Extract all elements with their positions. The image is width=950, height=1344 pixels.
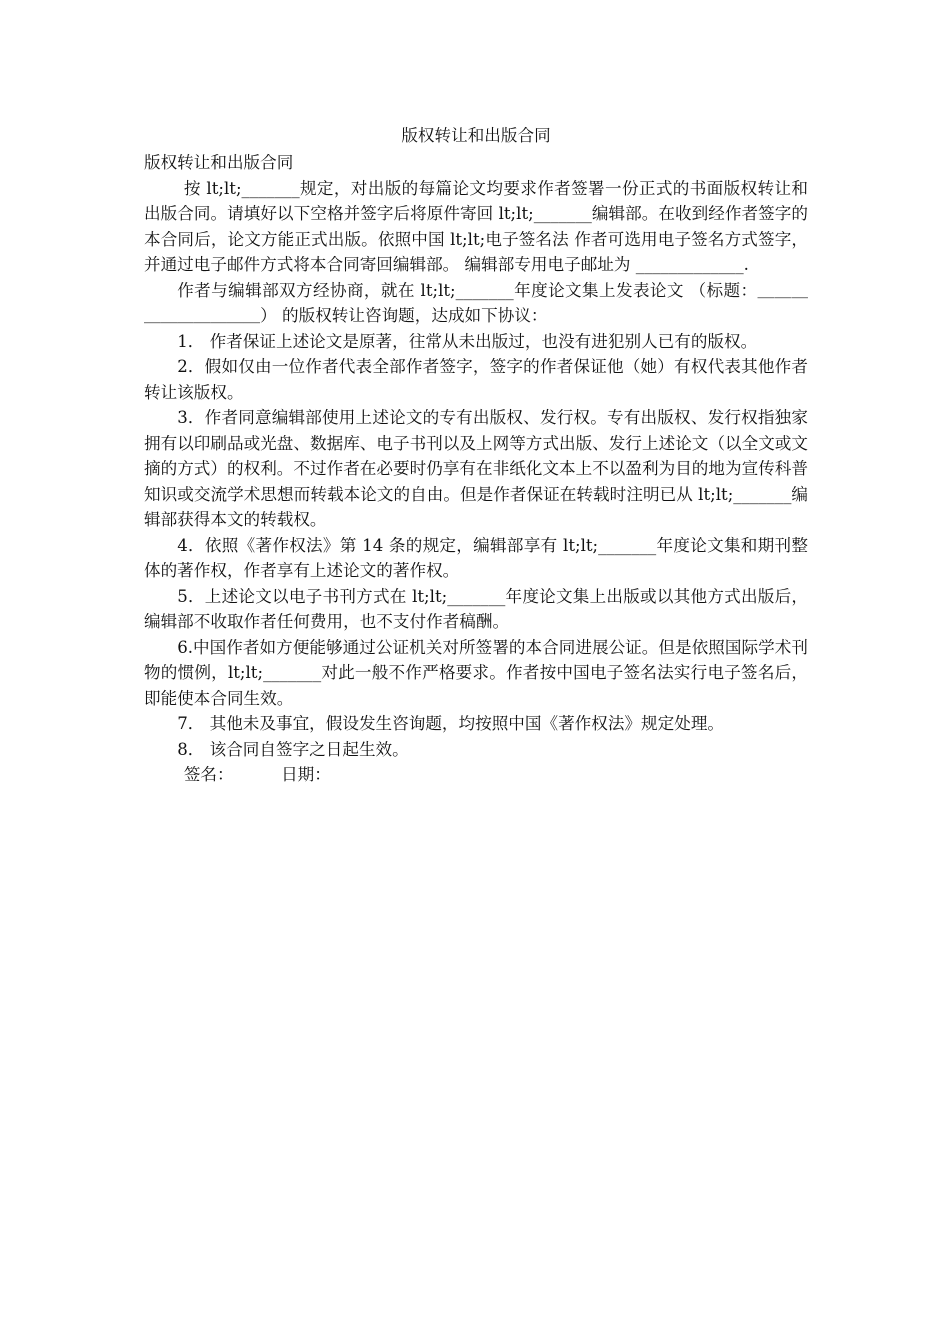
clause-3: 3．作者同意编辑部使用上述论文的专有出版权、发行权。专有出版权、发行权指独家拥有以印刷品或光盘、数据库、电子书刊以及上网等方式出版、发行上述论文（以全文或文摘的方式）的权利。不过作者在必要时仍享有在非纸化文本上不以盈利为目的地为宣传科普知识或交流学术思想而转载本论文的自由。但是作者保证在转载时注明已从 lt;lt;_______编辑部获得本文的转载权。: [144, 408, 808, 529]
signature-label: 签名：: [183, 765, 234, 784]
clause-8: 8． 该合同自签字之日起生效。: [177, 739, 409, 759]
document-subtitle: 版权转让和出版合同: [144, 153, 294, 172]
signature-line: [144, 762, 808, 788]
paragraph-agreement: 作者与编辑部双方经协商，就在 lt;lt;_______年度论文集上发表论文 （标题：＿＿＿＿＿＿＿＿＿＿） 的版权转让咨询题，达成如下协议：: [144, 280, 808, 325]
clause-1: 1． 作者保证上述论文是原著，往常从未出版过，也没有进犯别人已有的版权。: [177, 331, 758, 351]
clause-5: 5．上述论文以电子书刊方式在 lt;lt;_______年度论文集上出版或以其他方式出版后，编辑部不收取作者任何费用，也不支付作者稿酬。: [144, 586, 808, 631]
paragraph-intro: 按 lt;lt;_______规定，对出版的每篇论文均要求作者签署一份正式的书面版权转让和出版合同。请填好以下空格并签字后将原件寄回 lt;lt;_______编辑部。在收到经作者签字的本合同后，论文方能正式出版。依照中国 lt;lt;电子签名法 作者可选用电子签名方式签字，并通过电子邮件方式将本合同寄回编辑部。 编辑部专用电子邮址为 _____________.: [144, 178, 808, 274]
document-title: 版权转让和出版合同: [401, 126, 551, 145]
date-label: 日期：: [281, 765, 331, 784]
clause-7: 7． 其他未及事宜，假设发生咨询题，均按照中国《著作权法》规定处理。: [177, 714, 725, 733]
document-page: [144, 122, 808, 788]
clause-4: 4．依照《著作权法》第 14 条的规定，编辑部享有 lt;lt;_______年度论文集和期刊整体的著作权，作者享有上述论文的著作权。: [144, 535, 808, 580]
clause-2: 2．假如仅由一位作者代表全部作者签字，签字的作者保证他（她）有权代表其他作者转让该版权。: [144, 357, 808, 402]
clause-6: 6.中国作者如方便能够通过公证机关对所签署的本合同进展公证。但是依照国际学术刊物的惯例，lt;lt;_______对此一般不作严格要求。作者按中国电子签名法实行电子签名后，即能使本合同生效。: [144, 637, 808, 708]
